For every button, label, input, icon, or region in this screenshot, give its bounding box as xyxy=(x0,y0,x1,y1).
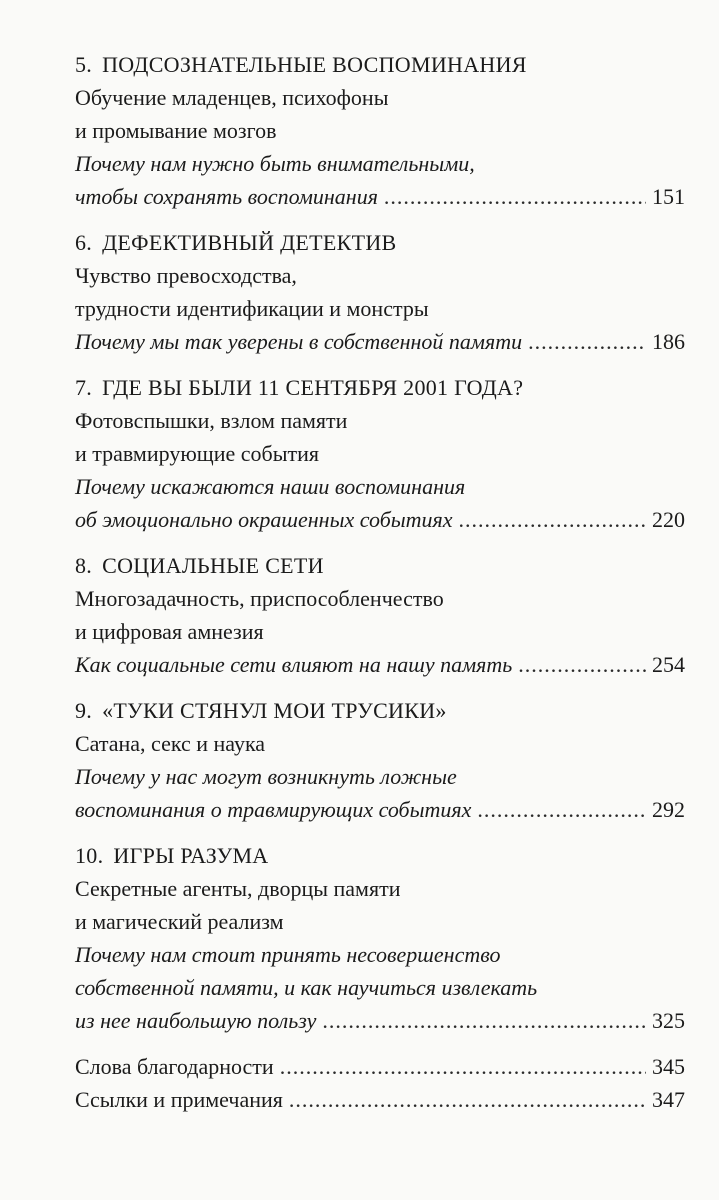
page-number: 325 xyxy=(652,1008,685,1033)
chapter-number: 9. xyxy=(75,698,93,723)
page-number: 292 xyxy=(652,797,685,822)
chapter-heading xyxy=(75,48,685,81)
chapter-question-line: Почему нам нужно быть внимательными, xyxy=(75,151,475,176)
chapter-heading xyxy=(75,694,685,727)
chapter-subtitle-line: и цифровая амнезия xyxy=(75,619,264,644)
chapter-title: СОЦИАЛЬНЫЕ СЕТИ xyxy=(102,553,324,578)
page-number: 347 xyxy=(652,1087,685,1112)
chapter-5 xyxy=(75,48,685,213)
page-number: 220 xyxy=(652,507,685,532)
page-number: 254 xyxy=(652,652,685,677)
chapter-number: 5. xyxy=(75,52,93,77)
chapter-7 xyxy=(75,371,685,536)
dot-leader xyxy=(459,503,646,536)
chapter-heading xyxy=(75,371,685,404)
dot-leader xyxy=(477,793,646,826)
chapter-question-line: из нее наибольшую пользу xyxy=(75,1008,317,1033)
entry-label: Слова благодарности xyxy=(75,1054,274,1079)
chapter-heading xyxy=(75,226,685,259)
entry-label: Ссылки и примечания xyxy=(75,1087,283,1112)
chapter-entry-last-line xyxy=(75,180,685,213)
acknowledgements-entry xyxy=(75,1050,685,1083)
chapter-subtitle-line: Чувство превосходства, xyxy=(75,263,297,288)
chapter-question-line: Как социальные сети влияют на нашу память xyxy=(75,652,513,677)
dot-leader xyxy=(280,1050,646,1083)
chapter-title: ГДЕ ВЫ БЫЛИ 11 СЕНТЯБРЯ 2001 ГОДА? xyxy=(102,375,524,400)
chapter-9 xyxy=(75,694,685,826)
dot-leader xyxy=(518,648,646,681)
chapter-10 xyxy=(75,839,685,1037)
chapter-6 xyxy=(75,226,685,358)
chapter-entry-last-line xyxy=(75,503,685,536)
page-number: 345 xyxy=(652,1054,685,1079)
page-number: 151 xyxy=(652,184,685,209)
chapter-subtitle-line: и травмирующие события xyxy=(75,441,319,466)
chapter-subtitle-line: и магический реализм xyxy=(75,909,284,934)
chapter-subtitle-line: Многозадачность, приспособленчество xyxy=(75,586,444,611)
chapter-entry-last-line xyxy=(75,793,685,826)
chapter-question-line: Почему у нас могут возникнуть ложные xyxy=(75,764,457,789)
chapter-question-line: чтобы сохранять воспоминания xyxy=(75,184,378,209)
chapter-question-line: собственной памяти, и как научиться извлекать xyxy=(75,975,538,1000)
back-matter xyxy=(75,1050,685,1116)
chapter-subtitle-line: и промывание мозгов xyxy=(75,118,277,143)
dot-leader xyxy=(384,180,646,213)
chapter-subtitle-line: Фотовспышки, взлом памяти xyxy=(75,408,348,433)
chapter-question-line: Почему нам стоит принять несовершенство xyxy=(75,942,501,967)
chapter-heading xyxy=(75,549,685,582)
chapter-subtitle-line: трудности идентификации и монстры xyxy=(75,296,429,321)
chapter-question-line: Почему искажаются наши воспоминания xyxy=(75,474,466,499)
dot-leader xyxy=(289,1083,646,1116)
chapter-question-line: Почему мы так уверены в собственной памяти xyxy=(75,329,523,354)
chapter-title: ДЕФЕКТИВНЫЙ ДЕТЕКТИВ xyxy=(102,230,397,255)
chapter-subtitle-line: Обучение младенцев, психофоны xyxy=(75,85,389,110)
chapter-entry-last-line xyxy=(75,648,685,681)
chapter-subtitle-line: Секретные агенты, дворцы памяти xyxy=(75,876,401,901)
dot-leader xyxy=(528,325,646,358)
references-entry xyxy=(75,1083,685,1116)
chapter-subtitle-line: Сатана, секс и наука xyxy=(75,731,266,756)
chapter-heading xyxy=(75,839,685,872)
chapter-title: ИГРЫ РАЗУМА xyxy=(113,843,269,868)
chapter-question-line: об эмоционально окрашенных событиях xyxy=(75,507,453,532)
chapter-question-line: воспоминания о травмирующих событиях xyxy=(75,797,472,822)
chapter-number: 6. xyxy=(75,230,93,255)
page-number: 186 xyxy=(652,329,685,354)
chapter-title: ПОДСОЗНАТЕЛЬНЫЕ ВОСПОМИНАНИЯ xyxy=(102,52,527,77)
chapter-8 xyxy=(75,549,685,681)
chapter-number: 10. xyxy=(75,843,104,868)
chapter-entry-last-line xyxy=(75,325,685,358)
table-of-contents xyxy=(75,48,685,1116)
dot-leader xyxy=(322,1004,646,1037)
chapter-number: 8. xyxy=(75,553,93,578)
chapter-entry-last-line xyxy=(75,1004,685,1037)
chapter-number: 7. xyxy=(75,375,93,400)
chapter-title: «ТУКИ СТЯНУЛ МОИ ТРУСИКИ» xyxy=(102,698,447,723)
